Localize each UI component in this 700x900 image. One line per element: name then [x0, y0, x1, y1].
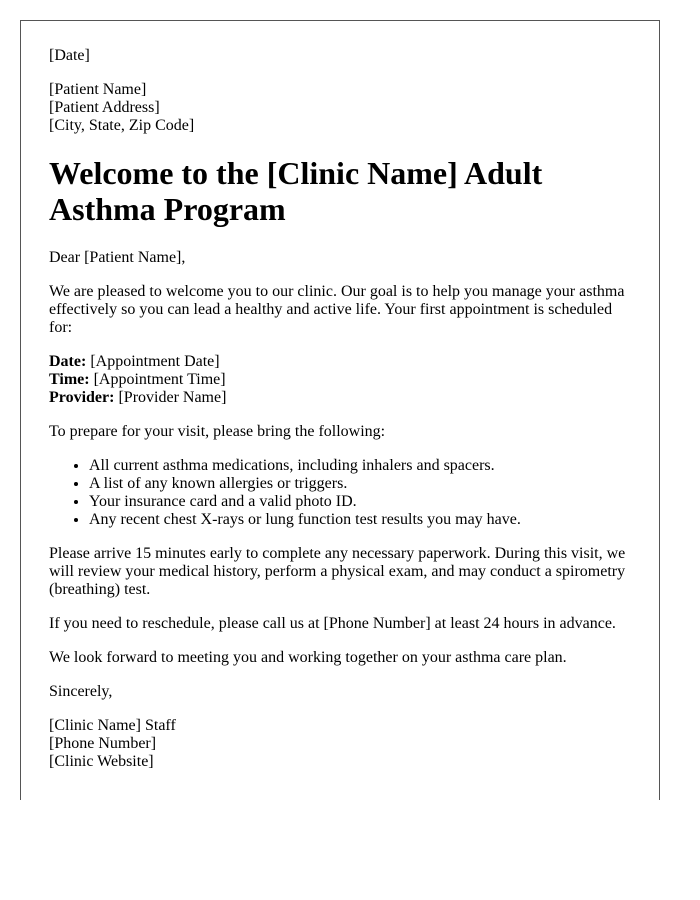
arrival-note: Please arrive 15 minutes early to complete any necessary paperwork. During this visit, we will review your medical history, perform a physical exam, and may conduct a spirometry (breathing) test.: [49, 545, 626, 598]
list-item: • Your insurance card and a valid photo ID.: [89, 493, 631, 511]
bring-items-list: [49, 457, 631, 529]
appointment-time-value: [Appointment Time]: [89, 371, 226, 388]
recipient-name: [Patient Name]: [49, 81, 147, 98]
appointment-time-label: Time:: [49, 371, 90, 388]
appointment-provider-line: [49, 389, 631, 407]
salutation: Dear [Patient Name],: [49, 249, 186, 266]
signature-staff: [Clinic Name] Staff: [49, 717, 176, 734]
signature-block: [49, 717, 631, 771]
appointment-date-value: [Appointment Date]: [86, 353, 220, 370]
letter-page: [20, 20, 660, 800]
recipient-address: [49, 81, 631, 135]
recipient-street-address: [Patient Address]: [49, 99, 160, 116]
appointment-provider-value: [Provider Name]: [114, 389, 227, 406]
appointment-time-line: [49, 371, 631, 389]
recipient-city-state-zip: [City, State, Zip Code]: [49, 117, 195, 134]
signature-website: [Clinic Website]: [49, 753, 154, 770]
appointment-date-line: [49, 353, 631, 371]
appointment-date-label: Date:: [49, 353, 87, 370]
list-item: • A list of any known allergies or triggers.: [89, 475, 631, 493]
signature-phone: [Phone Number]: [49, 735, 157, 752]
appointment-provider-label: Provider:: [49, 389, 115, 406]
prepare-intro: To prepare for your visit, please bring the following:: [49, 423, 386, 440]
closing-note: We look forward to meeting you and working together on your asthma care plan.: [49, 649, 567, 666]
letter-title: Welcome to the [Clinic Name] Adult Asthma Program: [49, 155, 543, 227]
list-item: • Any recent chest X-rays or lung function test results you may have.: [89, 511, 631, 529]
list-item: • All current asthma medications, including inhalers and spacers.: [89, 457, 631, 475]
signoff: Sincerely,: [49, 683, 113, 700]
intro-paragraph: We are pleased to welcome you to our clinic. Our goal is to help you manage your asthma effectively so you can lead a healthy and active life. Your first appointment is scheduled for:: [49, 283, 625, 336]
reschedule-note: If you need to reschedule, please call us at [Phone Number] at least 24 hours in advance.: [49, 615, 616, 632]
appointment-details: [49, 353, 631, 407]
letter-date: [Date]: [49, 47, 90, 64]
